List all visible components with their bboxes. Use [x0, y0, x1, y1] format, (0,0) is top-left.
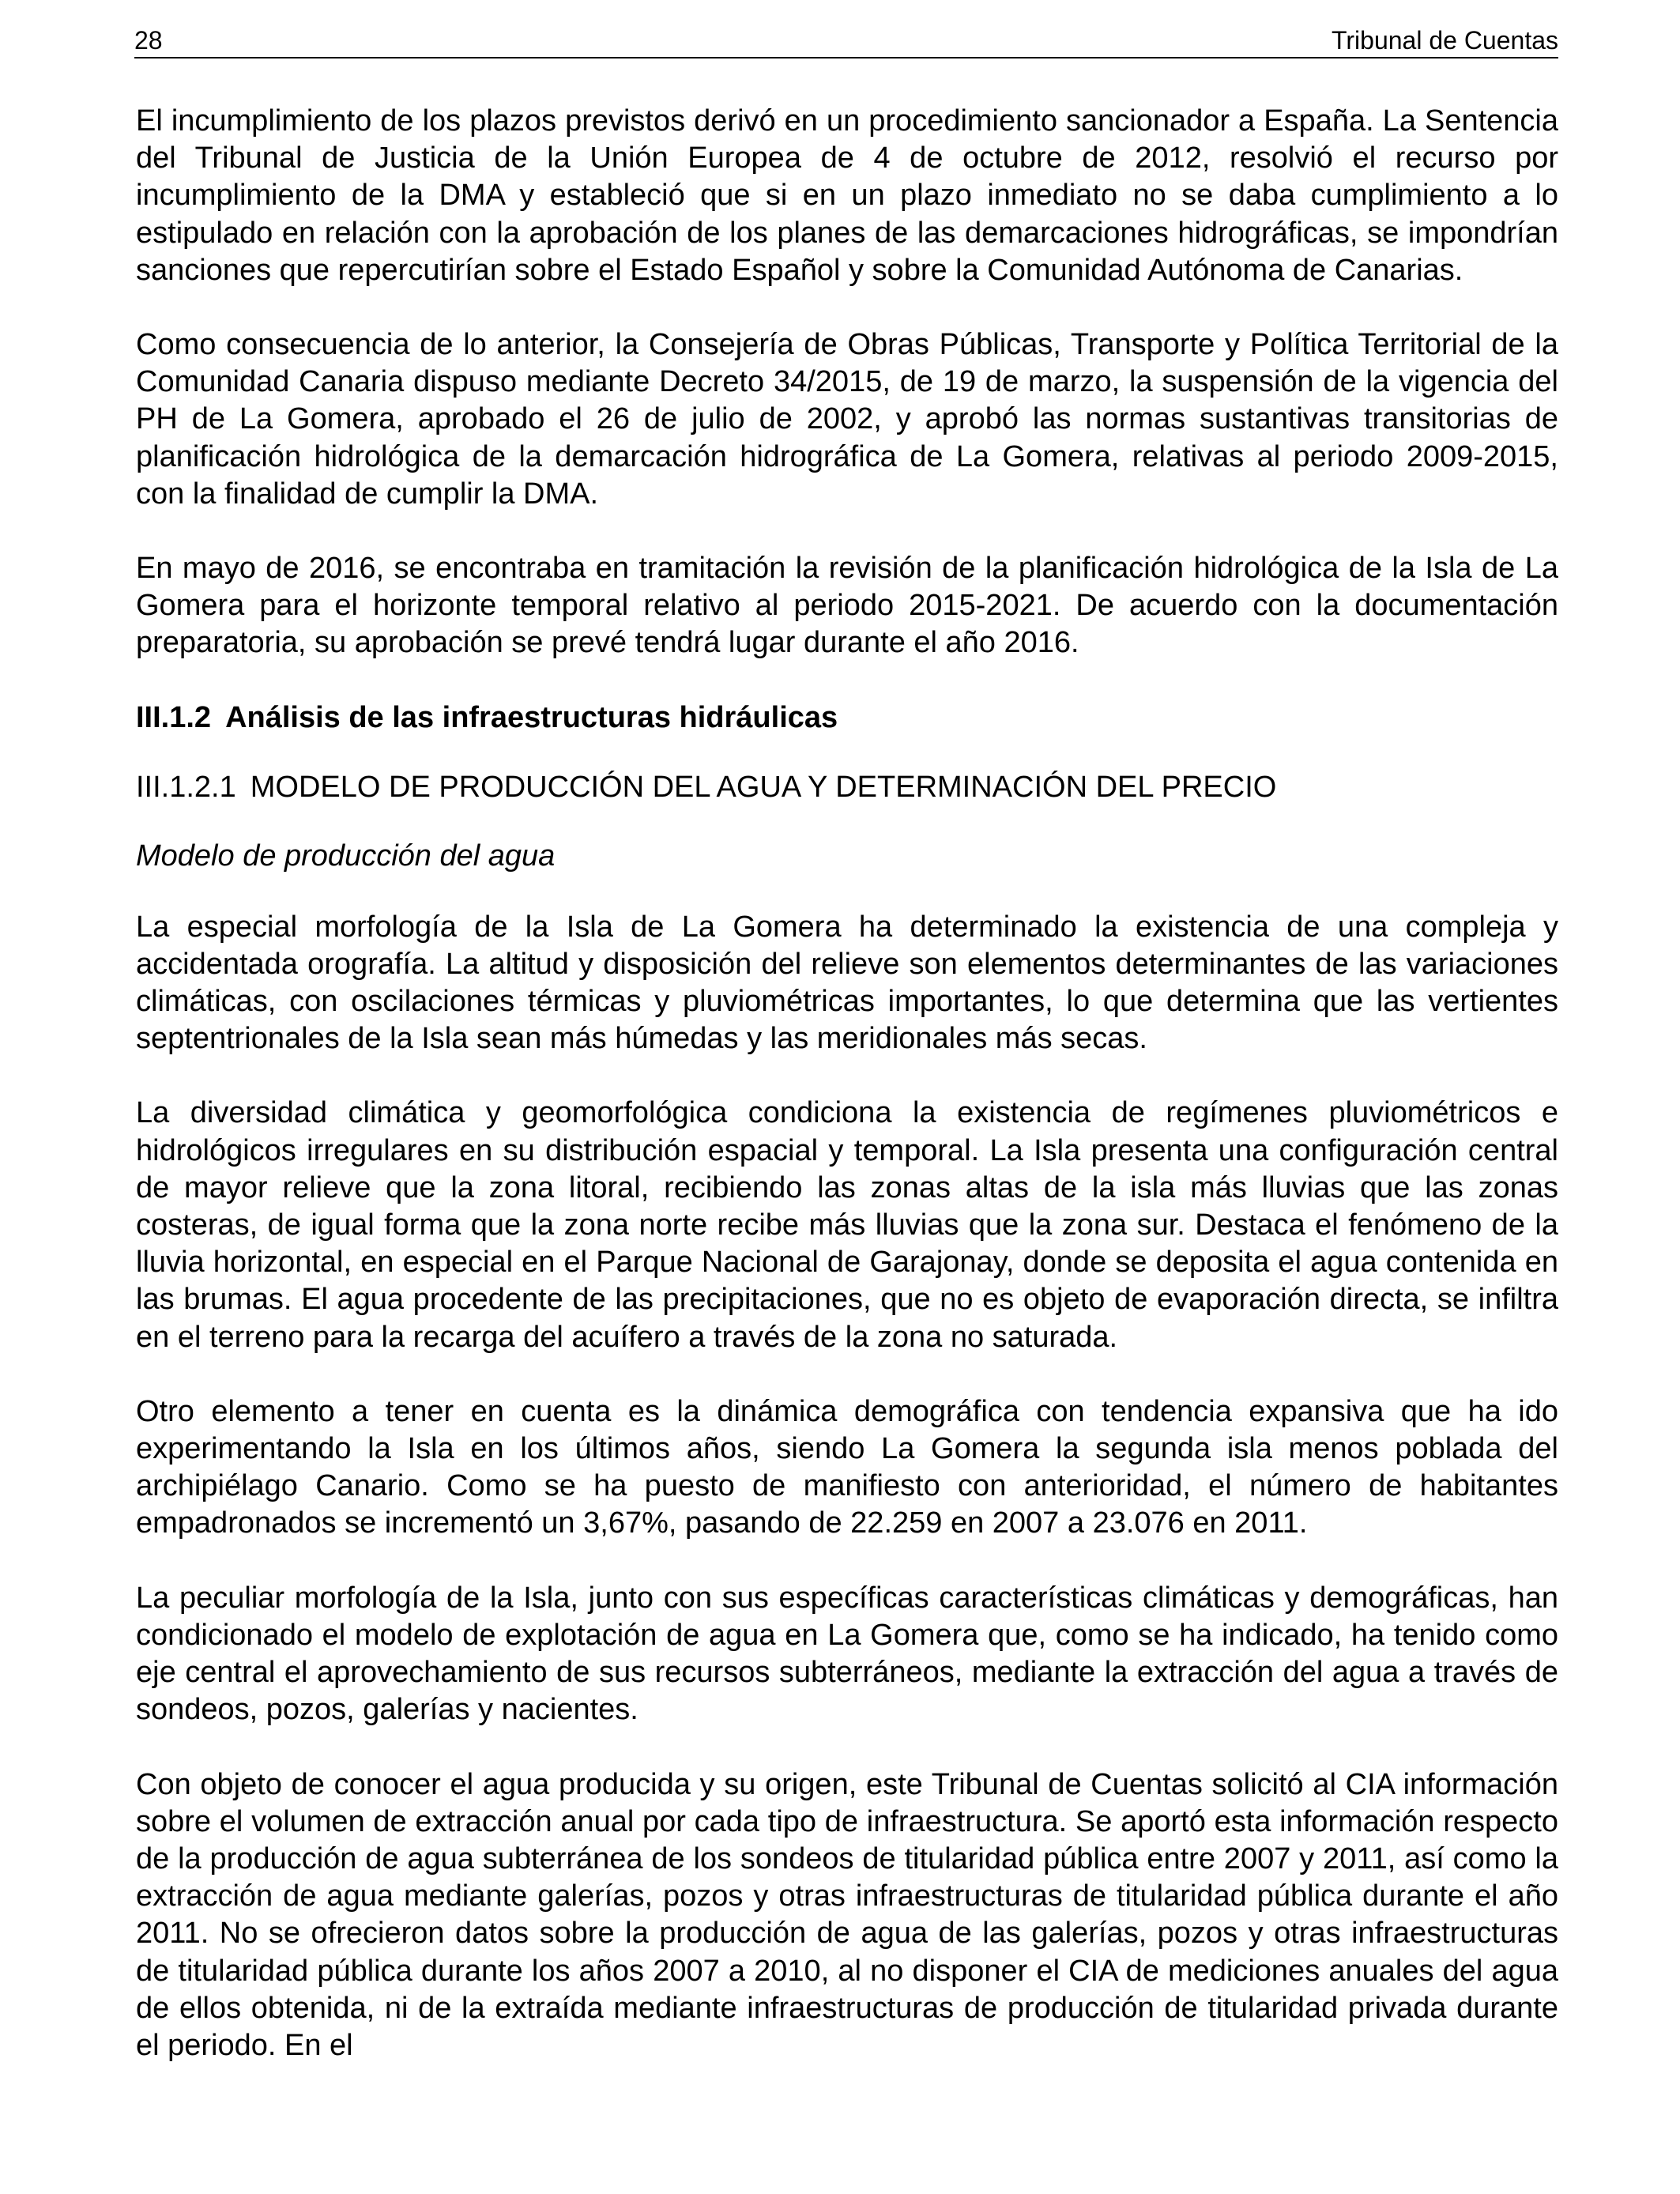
italic-subheading: Modelo de producción del agua [136, 839, 556, 873]
paragraph-decreto: Como consecuencia de lo anterior, la Consejería de Obras Públicas, Transporte y Política Territorial de la Comunidad Canaria dispuso mediante Decreto 34/2015, de 19 de marzo, la suspensión de la vigencia del PH de La Gomera, aprobado el 26 de julio de 2002, y aprobó las normas sustantivas transitorias de planificación hidrológica de la demarcación hidrográfica de La Gomera, relativas al periodo 2009-2015, con la finalidad de cumplir la DMA. [136, 328, 1558, 511]
subsection-heading [136, 769, 1558, 806]
page-header [134, 24, 1558, 58]
paragraph-morfologia: La especial morfología de la Isla de La Gomera ha determinado la existencia de una compleja y accidentada orografía. La altitud y disposición del relieve son elementos determinantes de las variaciones climáticas, con oscilaciones térmicas y pluviométricas importantes, lo que determina que las vertientes septentrionales de la Isla sean más húmedas y las meridionales más secas. [136, 910, 1558, 1056]
paragraph-revision: En mayo de 2016, se encontraba en tramitación la revisión de la planificación hidrológica de la Isla de La Gomera para el horizonte temporal relativo al periodo 2015-2021. De acuerdo con la documentación preparatoria, su aprobación se prevé tendrá lugar durante el año 2016. [136, 552, 1558, 660]
paragraph-explotacion: La peculiar morfología de la Isla, junto con sus específicas características climáticas y demográficas, han condicionado el modelo de explotación de agua en La Gomera que, como se ha indicado, ha tenido como eje central el aprovechamiento de sus recursos subterráneos, mediante la extracción del agua a través de sondeos, pozos, galerías y nacientes. [136, 1581, 1558, 1727]
running-title: Tribunal de Cuentas [1332, 26, 1558, 55]
paragraph-sancionador: El incumplimiento de los plazos previstos derivó en un procedimiento sancionador a España. La Sentencia del Tribunal de Justicia de la Unión Europea de 4 de octubre de 2012, resolvió el recurso por incumplimiento de la DMA y estableció que si en un plazo inmediato no se daba cumplimiento a lo estipulado en relación con la aprobación de los planes de las demarcaciones hidrográficas, se impondrían sanciones que repercutirían sobre el Estado Español y sobre la Comunidad Autónoma de Canarias. [136, 104, 1558, 287]
subsection-number: III.1.2.1 [136, 770, 236, 804]
section-title: Análisis de las infraestructuras hidráulicas [225, 700, 838, 734]
page-number: 28 [134, 26, 163, 55]
section-heading [136, 699, 1558, 737]
section-number: III.1.2 [136, 700, 212, 734]
paragraph-extraccion: Con objeto de conocer el agua producida y su origen, este Tribunal de Cuentas solicitó al CIA información sobre el volumen de extracción anual por cada tipo de infraestructura. Se aportó esta información respecto de la producción de agua subterránea de los sondeos de titularidad pública entre 2007 y 2011, así como la extracción de agua mediante galerías, pozos y otras infraestructuras de titularidad pública durante el año 2011. No se ofrecieron datos sobre la producción de agua de las galerías, pozos y otras infraestructuras de titularidad pública durante los años 2007 a 2010, al no disponer el CIA de mediciones anuales del agua de ellos obtenida, ni de la extraída mediante infraestructuras de producción de titularidad privada durante el periodo. En el [136, 1767, 1558, 2062]
subsection-title: MODELO DE PRODUCCIÓN DEL AGUA Y DETERMINACIÓN DEL PRECIO [250, 770, 1277, 804]
paragraph-demografia: Otro elemento a tener en cuenta es la dinámica demográfica con tendencia expansiva que ha ido experimentando la Isla en los últimos años, siendo La Gomera la segunda isla menos poblada del archipiélago Canario. Como se ha puesto de manifiesto con anterioridad, el número de habitantes empadronados se incrementó un 3,67%, pasando de 22.259 en 2007 a 23.076 en 2011. [136, 1394, 1558, 1540]
page-body [136, 103, 1558, 2102]
paragraph-diversidad: La diversidad climática y geomorfológica condiciona la existencia de regímenes pluviométricos e hidrológicos irregulares en su distribución espacial y temporal. La Isla presenta una configuración central de mayor relieve que la zona litoral, recibiendo las zonas altas de la isla más lluvias que las zonas costeras, de igual forma que la zona norte recibe más lluvias que la zona sur. Destaca el fenómeno de la lluvia horizontal, en especial en el Parque Nacional de Garajonay, donde se deposita el agua contenida en las brumas. El agua procedente de las precipitaciones, que no es objeto de evaporación directa, se infiltra en el terreno para la recarga del acuífero a través de la zona no saturada. [136, 1096, 1558, 1354]
